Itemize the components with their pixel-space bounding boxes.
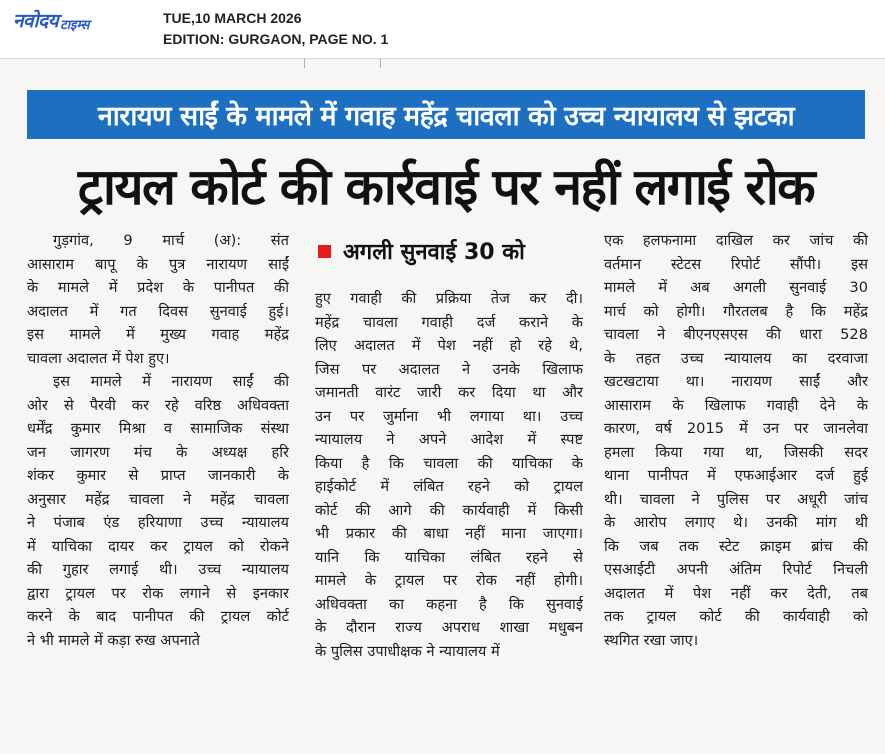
article-text-line: उन पर जुर्माना भी लगाया था। उच्च <box>315 407 583 425</box>
article-text-line: मामले के ट्रायल पर रोक नहीं होगी। <box>315 572 583 589</box>
article-subhead <box>318 236 525 266</box>
article-text-line: के आरोप लगाए थे। उनकी मांग थी <box>604 514 868 531</box>
article-headline <box>27 146 865 224</box>
article-text-line: भी प्रकार की बाधा नहीं माना जाएगा। <box>315 525 583 542</box>
logo-sub-text: टाइम्स <box>60 18 90 33</box>
article-text-line: वर्तमान स्टेटस रिपोर्ट सौंपी। इस <box>604 255 868 273</box>
article-text-line: ओर से पैरवी कर रहे वरिष्ठ अधिवक्ता <box>27 396 289 414</box>
article-column-2 <box>315 287 583 663</box>
article-text-line: अनुसार महेंद्र चावला ने महेंद्र चावला <box>27 490 289 508</box>
article-text-line: अदालत में पेश नहीं कर देती, तब <box>604 584 868 602</box>
publication-date: TUE,10 MARCH 2026 <box>163 10 302 26</box>
newspaper-logo[interactable] <box>13 7 89 33</box>
article-text-line: न्यायालय ने अपने आदेश में स्पष्ट <box>315 431 583 448</box>
article-text-line: एसआईटी अपनी अंतिम रिपोर्ट निचली <box>604 561 868 578</box>
clipping-top-edge <box>0 58 885 59</box>
article-text-line: धर्मेंद्र कुमार मिश्रा व सामाजिक संस्था <box>27 420 289 437</box>
article-text-line: ने भी मामले में कड़ा रुख अपनाते <box>27 631 200 649</box>
article-text-line: कारण, वर्ष 2015 में उन पर जानलेवा <box>604 420 868 437</box>
article-text-line: इस मामले में मुख्य गवाह महेंद्र <box>27 326 289 343</box>
masthead <box>0 0 885 58</box>
article-text-line: ने पंजाब एंड हरियाणा उच्च न्यायालय <box>27 514 289 531</box>
article-text-line: के तहत उच्च न्यायालय का दरवाजा <box>604 349 868 367</box>
article-banner <box>27 90 865 139</box>
article-text-line: करने के बाद पानीपत की ट्रायल कोर्ट <box>27 608 289 625</box>
article-text-line: थाना पानीपत में एफआईआर दर्ज हुई <box>604 467 868 484</box>
article-text-line: आसाराम के खिलाफ गवाही देने के <box>604 396 868 414</box>
article-text-line: लिए अदालत में पेश नहीं हो रहे थे, <box>315 337 583 354</box>
article-text-line: जिस पर अदालत ने उनके खिलाफ <box>315 360 583 378</box>
column-divider-mark <box>304 58 305 68</box>
article-text-line: अधिवक्ता का कहना है कि सुनवाई <box>315 595 583 613</box>
logo-main-text: नवोदय <box>13 10 59 32</box>
article-text-line: कोर्ट की आगे की कार्यवाही में किसी <box>315 501 583 519</box>
article-text-line: हाईकोर्ट में लंबित रहने को ट्रायल <box>315 478 583 495</box>
edition-info <box>163 8 388 50</box>
article-text-line: आसाराम बापू के पुत्र नारायण साईं <box>27 255 289 273</box>
headline-text: ट्रायल कोर्ट की कार्रवाई पर नहीं लगाई रोक <box>77 158 815 216</box>
article-text-line: में याचिका दायर कर ट्रायल को रोकने <box>27 537 289 555</box>
subhead-bullet-icon <box>318 245 331 258</box>
column-divider-mark <box>380 58 381 68</box>
article-text-line: की गुहार लगाई थी। उच्च न्यायालय <box>27 561 289 578</box>
article-text-line: द्वारा ट्रायल पर रोक लगाने से इनकार <box>27 584 289 602</box>
article-text-line: चावला अदालत में पेश हुए। <box>27 349 170 367</box>
article-column-3 <box>604 229 868 652</box>
article-text-line: मामले में अब अगली सुनवाई 30 <box>604 279 868 296</box>
article-text-line: महेंद्र चावला गवाही दर्ज कराने के <box>315 313 583 331</box>
article-text-line: चावला ने बीएनएसएस की धारा 528 <box>604 326 868 343</box>
article-text-line: किया है कि चावला की याचिका के <box>315 454 583 472</box>
article-text-line: तक ट्रायल कोर्ट की कार्यवाही को <box>604 608 868 625</box>
article-text-line: अदालत में गत दिवस सुनवाई हुई। <box>27 302 289 320</box>
article-text-line: जमानती वारंट जारी कर दिया था और <box>315 384 583 401</box>
article-text-line: थी। चावला ने पुलिस पर अधूरी जांच <box>604 490 868 508</box>
article-column-1 <box>27 229 289 652</box>
article-text-line: शंकर कुमार से प्राप्त जानकारी के <box>27 467 289 484</box>
article-text-line: इस मामले में नारायण साईं की <box>53 373 289 390</box>
article-text-line: के मामले में प्रदेश के पानीपत की <box>27 279 289 296</box>
article-text-line: हुए गवाही की प्रक्रिया तेज कर दी। <box>315 290 583 307</box>
article-text-line: हमला किया गया था, जिसकी सदर <box>604 443 868 461</box>
article-text-line: गुड़गांव, 9 मार्च (अ): संत <box>53 232 289 249</box>
article-text-line: यानि कि याचिका लंबित रहने से <box>315 548 583 566</box>
article-text-line: एक हलफनामा दाखिल कर जांच की <box>604 232 868 249</box>
edition-page: EDITION: GURGAON, PAGE NO. 1 <box>163 31 389 47</box>
subhead-text: अगली सुनवाई 30 को <box>343 240 525 265</box>
article-text-line: के दौरान राज्य अपराध शाखा मधुबन <box>315 619 583 636</box>
article-text-line: के पुलिस उपाधीक्षक ने न्यायालय में <box>315 642 500 660</box>
article-text-line: कि जब तक स्टेट क्राइम ब्रांच की <box>604 537 868 555</box>
article-text-line: स्थगित रखा जाए। <box>604 631 699 649</box>
article-text-line: जन जागरण मंच के अध्यक्ष हरि <box>27 443 289 461</box>
banner-text: नारायण साईं के मामले में गवाह महेंद्र चावला को उच्च न्यायालय से झटका <box>97 101 795 132</box>
article-text-line: मार्च को होगी। गौरतलब है कि महेंद्र <box>604 302 868 320</box>
article-text-line: खटखटाया था। नारायण साईं और <box>604 373 868 390</box>
